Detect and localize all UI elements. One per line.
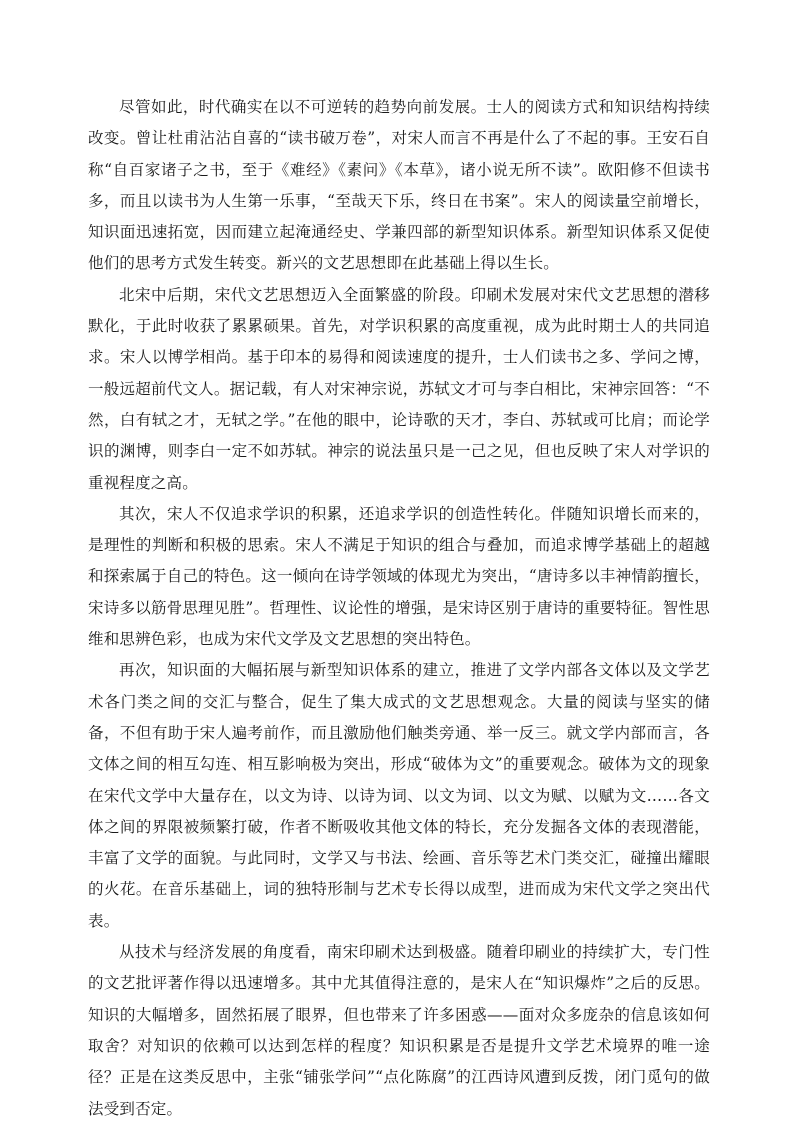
paragraph: 从技术与经济发展的角度看，南宋印刷术达到极盛。随着印刷业的持续扩大，专门性的文艺批评著作得以迅速增多。其中尤其值得注意的，是宋人在“知识爆炸”之后的反思。知识的大幅增多，固然拓展了眼界，但也带来了许多困惑——面对众多庞杂的信息该如何取舍？对知识的依赖可以达到怎样的程度？知识积累是否是提升文学艺术境界的唯一途径？正是在这类反思中，主张“铺张学问”“点化陈腐”的江西诗风遭到反拨，闭门觅句的做法受到否定。 [88,943,710,1118]
paragraph: 北宋中后期，宋代文艺思想迈入全面繁盛的阶段。印刷术发展对宋代文艺思想的潜移默化，于此时收获了累累硕果。首先，对学识积累的高度重视，成为此时期士人的共同追求。宋人以博学相尚。基于印本的易得和阅读速度的提升，士人们读书之多、学问之博，一般远超前代文人。据记载，有人对宋神宗说，苏轼文才可与李白相比，宋神宗回答：“不然，白有轼之才，无轼之学。”在他的眼中，论诗歌的天才，李白、苏轼或可比肩；而论学识的渊博，则李白一定不如苏轼。神宗的说法虽只是一己之见，但也反映了宋人对学识的重视程度之高。 [88,285,710,492]
paragraph: 再次，知识面的大幅拓展与新型知识体系的建立，推进了文学内部各文体以及文学艺术各门类之间的交汇与整合，促生了集大成式的文艺思想观念。大量的阅读与坚实的储备，不但有助于宋人遍考前作，而且激励他们触类旁通、举一反三。就文学内部而言，各文体之间的相互勾连、相互影响极为突出，形成“破体为文”的重要观念。破体为文的现象在宋代文学中大量存在，以文为诗、以诗为词、以文为词、以文为赋、以赋为文……各文体之间的界限被频繁打破，作者不断吸收其他文体的特长，充分发掘各文体的表现潜能，丰富了文学的面貌。与此同时，文学又与书法、绘画、音乐等艺术门类交汇，碰撞出耀眼的火花。在音乐基础上，词的独特形制与艺术专长得以成型，进而成为宋代文学之突出代表。 [88,661,710,930]
document-body [88,92,710,1125]
paragraph: 其次，宋人不仅追求学识的积累，还追求学识的创造性转化。伴随知识增长而来的，是理性的判断和积极的思索。宋人不满足于知识的组合与叠加，而追求博学基础上的超越和探索属于自己的特色。这一倾向在诗学领域的体现尤为突出，“唐诗多以丰神情韵擅长，宋诗多以筋骨思理见胜”。哲理性、议论性的增强，是宋诗区别于唐诗的重要特征。智性思维和思辨色彩，也成为宋代文学及文艺思想的突出特色。 [88,504,710,649]
paragraph: 尽管如此，时代确实在以不可逆转的趋势向前发展。士人的阅读方式和知识结构持续改变。曾让杜甫沾沾自喜的“读书破万卷”，对宋人而言不再是什么了不起的事。王安石自称“自百家诸子之书，至于《难经》《素问》《本草》，诸小说无所不读”。欧阳修不但读书多，而且以读书为人生第一乐事，“至哉天下乐，终日在书案”。宋人的阅读量空前增长，知识面迅速拓宽，因而建立起淹通经史、学兼四部的新型知识体系。新型知识体系又促使他们的思考方式发生转变。新兴的文艺思想即在此基础上得以生长。 [88,98,710,273]
